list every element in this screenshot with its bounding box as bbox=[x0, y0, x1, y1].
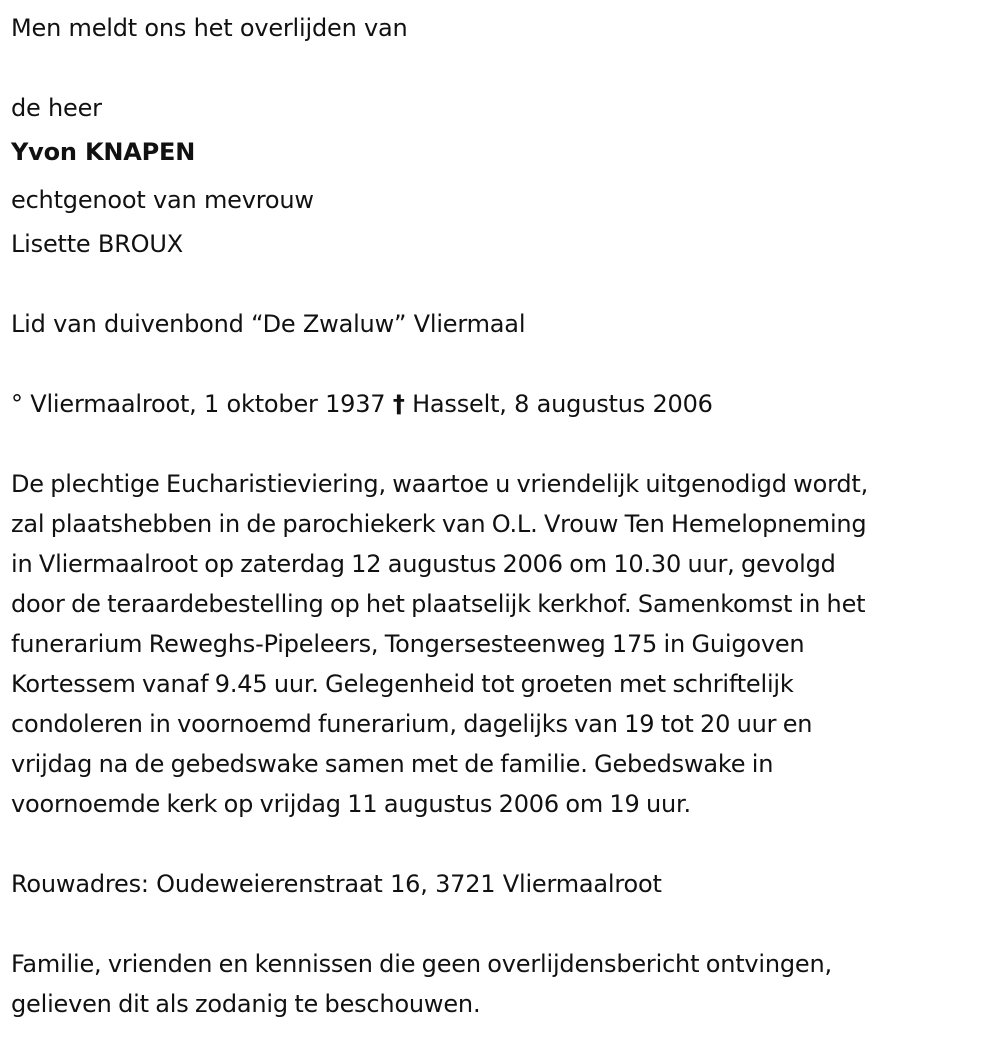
ceremony-paragraph bbox=[11, 464, 993, 824]
ceremony-line: vrijdag na de gebedswake samen met de familie. Gebedswake in bbox=[11, 750, 774, 778]
spacer bbox=[11, 344, 993, 384]
spouse-intro-text: echtgenoot van mevrouw bbox=[11, 186, 314, 214]
closing-line: Familie, vrienden en kennissen die geen overlijdensbericht ontvingen, bbox=[11, 950, 832, 978]
deceased-name: Yvon KNAPEN bbox=[11, 138, 196, 166]
ceremony-line: funerarium Reweghs-Pipeleers, Tongersesteenweg 175 in Guigoven bbox=[11, 630, 805, 658]
spouse-name: Lisette BROUX bbox=[11, 230, 183, 258]
death-notice bbox=[11, 8, 993, 1024]
ceremony-line: zal plaatshebben in de parochiekerk van O.L. Vrouw Ten Hemelopneming bbox=[11, 510, 867, 538]
ceremony-line: condoleren in voornoemd funerarium, dagelijks van 19 tot 20 uur en bbox=[11, 710, 813, 738]
closing-line: gelieven dit als zodanig te beschouwen. bbox=[11, 990, 481, 1018]
spacer bbox=[11, 48, 993, 88]
spacer bbox=[11, 904, 993, 944]
birth-text: ° Vliermaalroot, 1 oktober 1937 bbox=[11, 390, 386, 418]
membership-text: Lid van duivenbond “De Zwaluw” Vliermaal bbox=[11, 310, 526, 338]
ceremony-line: De plechtige Eucharistieviering, waartoe u vriendelijk uitgenodigd wordt, bbox=[11, 470, 869, 498]
life-dates bbox=[11, 384, 993, 424]
spacer bbox=[11, 264, 993, 304]
ceremony-line: door de teraardebestelling op het plaatselijk kerkhof. Samenkomst in het bbox=[11, 590, 866, 618]
ceremony-line: voornoemde kerk op vrijdag 11 augustus 2006 om 19 uur. bbox=[11, 790, 691, 818]
spacer bbox=[11, 824, 993, 864]
intro-text: Men meldt ons het overlijden van bbox=[11, 14, 408, 42]
ceremony-line: in Vliermaalroot op zaterdag 12 augustus 2006 om 10.30 uur, gevolgd bbox=[11, 550, 836, 578]
mourning-address: Rouwadres: Oudeweierenstraat 16, 3721 Vliermaalroot bbox=[11, 870, 662, 898]
cross-icon: † bbox=[392, 390, 405, 418]
ceremony-line: Kortessem vanaf 9.45 uur. Gelegenheid tot groeten met schriftelijk bbox=[11, 670, 794, 698]
spacer bbox=[11, 424, 993, 464]
title-text: de heer bbox=[11, 94, 102, 122]
closing-paragraph bbox=[11, 944, 993, 1024]
death-text: Hasselt, 8 augustus 2006 bbox=[412, 390, 713, 418]
